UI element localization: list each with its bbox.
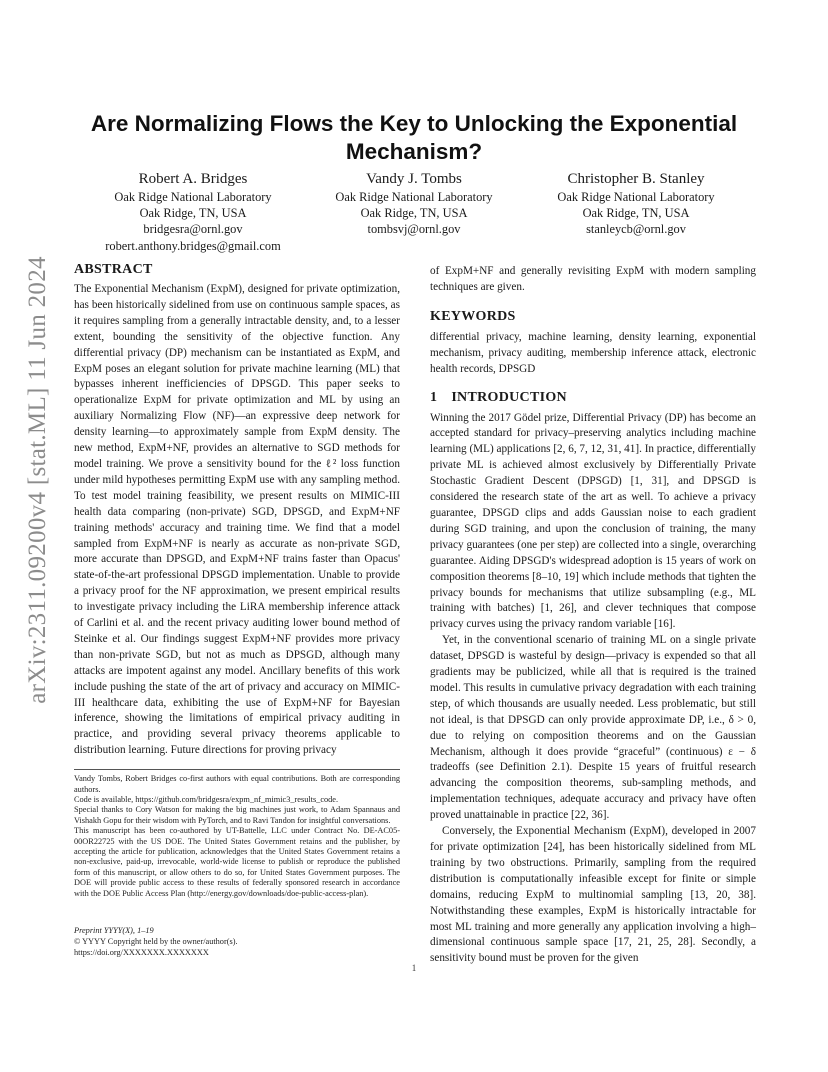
preprint-info — [74, 926, 400, 958]
author-affiliation: Oak Ridge National Laboratory — [335, 190, 493, 204]
section-title: INTRODUCTION — [451, 389, 567, 405]
right-column — [430, 264, 756, 967]
keywords-text: differential privacy, machine learning, density learning, exponential mechanism, privacy auditing, membership inference attack, electronic health records, DPSGD — [430, 330, 756, 375]
footnote: Special thanks to Cory Watson for making the big machines just work, to Adam Spannaus and Vishakh Gopu for their wisdom with PyTorch, and to Ravi Tandon for insightful conversations. — [74, 805, 400, 825]
author-location: Oak Ridge, TN, USA — [360, 206, 468, 221]
author-name: Christopher B. Stanley — [567, 171, 705, 187]
author-block — [298, 169, 530, 238]
intro-paragraph: Conversely, the Exponential Mechanism (ExpM), developed in 2007 for private optimization [24], has been historically sidelined from ML training by two obstructions. Primarily, sampling from the required distribution is computationally infeasible except for finite or simple domains, reducing ExpM to multinomial sampling [13, 20, 38]. Notwithstanding these examples, ExpM is historically intractable for most ML training and more generally any application involving a high–dimensional continuous sample space [17, 21, 25, 28]. Secondly, a sensitivity bound must be proven for the given — [430, 825, 756, 965]
footnote: Code is available, https://github.com/bridgesra/expm_nf_mimic3_results_code. — [74, 795, 339, 804]
footnote-divider — [74, 769, 400, 770]
intro-paragraph: Yet, in the conventional scenario of training ML on a single private dataset, DPSGD is wasteful by design—privacy is expended so that all gradients may be publicized, while all that is required is the trained model. This results in cumulative privacy degradation with each training step, of which thousands are usually needed. Less problematic, but still not ideal, is that DPSGD can only provide approximate DP, i.e., δ > 0, due to relying on composition theorems and on the Gaussian Mechanism, although it does provide “graceful” (continuous) ε − δ tradeoffs (see Definition 2.1). Despite 15 years of fruitful research advancing the composition theorems, sub-sampling methods, and implementation techniques, adequate accuracy and privacy have often proved unattainable in practice [22, 36]. — [430, 634, 756, 822]
section-number: 1 — [430, 389, 438, 405]
copyright-line: © YYYY Copyright held by the owner/author(s). — [74, 936, 238, 946]
doi-line: https://doi.org/XXXXXXX.XXXXXXX — [74, 947, 209, 957]
author-affiliation: Oak Ridge National Laboratory — [557, 190, 715, 204]
intro-paragraph: Winning the 2017 Gödel prize, Differential Privacy (DP) has become an accepted standard for privacy–preserving analytics including machine learning (ML) applications [2, 6, 7, 12, 31, 41]. In practice, differentially private ML is achieved almost exclusively by Differentially Private Stochastic Gradient Descent (DPSGD) [1, 31], and DPSGD is considered the research state of the art as well. To achieve a privacy guarantee, DPSGD clips and adds Gaussian noise to each gradient during SGD training, and upon the conclusion of training, the many privacy guarantees (one per step) are collected into a single, overarching guarantee. Aiding DPSGD's widespread adoption is 15 years of work on composition theorems [8–10, 19] which include methods that tighten the privacy bounds for mechanisms that utilize subsampling (e.g., ML training with batches) [1, 26], and clever techniques that compose privacy curves using the privacy random variable [16]. — [430, 411, 756, 631]
abstract-text: The Exponential Mechanism (ExpM), designed for private optimization, has been historically sidelined from use on continuous sample spaces, as it requires sampling from a generally intractable density, and, to a lesser extent, bounding the sensitivity of the objective function. Any differential privacy (DP) mechanism can be instantiated as ExpM, and ExpM poses an elegant solution for private machine learning (ML) that bypasses inherent inefficiencies of DPSGD. This paper seeks to operationalize ExpM for private optimization and ML by using an auxiliary Normalizing Flow (NF)—an expressive deep network for density learning—to approximately sample from ExpM density. The new method, ExpM+NF, provides an alternative to SGD methods for model training. We prove a sensitivity bound for the ℓ² loss function under mild hypotheses permitting ExpM use with any sampling method. To test model training feasibility, we present results on MIMIC-III health data comparing (non-private) SGD, DPSGD, and ExpM+NF training methods' accuracy and training time. We find that a model sampled from ExpM+NF is nearly as accurate as non-private SGD, more accurate than DPSGD, and ExpM+NF trains faster than Opacus' state-of-the-art professional DPSGD implementation. Unable to provide a privacy proof for the NF approximation, we present empirical results to investigate privacy including the LiRA membership inference attack of Carlini et al. and the recent privacy auditing lower bound method of Steinke et al. Our findings suggest ExpM+NF provides more privacy than non-private SGD, but not as much as DPSGD, although many attacks are impotent against any model. Ancillary benefits of this work include pushing the state of the art of privacy and accuracy on MIMIC-III healthcare data, exhibiting the use of ExpM+NF for Bayesian inference, showing the limitations of empirical privacy auditing in practice, and providing several privacy theorems applicable to distribution learning. Future directions for proving privacy — [74, 283, 400, 757]
author-email: bridgesra@ornl.gov — [143, 222, 243, 237]
footnote: Vandy Tombs, Robert Bridges co-first authors with equal contributions. Both are corresponding authors. — [74, 774, 400, 794]
introduction-heading — [430, 390, 756, 406]
author-location: Oak Ridge, TN, USA — [139, 206, 247, 221]
abstract-continuation: of ExpM+NF and generally revisiting ExpM with modern sampling techniques are given. — [430, 265, 756, 293]
author-email-secondary: robert.anthony.bridges@gmail.com — [105, 238, 281, 253]
page-number: 1 — [411, 963, 417, 973]
author-affiliation: Oak Ridge National Laboratory — [114, 190, 272, 204]
left-column — [74, 262, 400, 899]
author-location: Oak Ridge, TN, USA — [582, 206, 690, 221]
author-block — [77, 169, 309, 254]
author-name: Vandy J. Tombs — [366, 171, 462, 187]
author-email: stanleycb@ornl.gov — [586, 222, 686, 237]
author-name: Robert A. Bridges — [138, 171, 248, 187]
abstract-heading: ABSTRACT — [74, 262, 153, 277]
paper-title: Are Normalizing Flows the Key to Unlocking the Exponential Mechanism? — [90, 111, 738, 164]
footnote: This manuscript has been co-authored by UT-Battelle, LLC under Contract No. DE-AC05-00OR22725 with the US DOE. The United States Government retains and the publisher, by accepting the article for publication, acknowledges that the United States Government retains a non-exclusive, paid-up, irrevocable, world-wide license to publish or reproduce the published form of this manuscript, or allow others to do so, for United States Government purposes. The DOE will provide public access to these results of federally sponsored research in accordance with the DOE Public Access Plan (http://energy.gov/downloads/doe-public-access-plan). — [74, 826, 400, 898]
keywords-heading: KEYWORDS — [430, 308, 516, 324]
author-block — [520, 169, 752, 238]
arxiv-identifier: arXiv:2311.09200v4 [stat.ML] 11 Jun 2024 — [24, 256, 51, 704]
preprint-line: Preprint YYYY(X), 1–19 — [74, 926, 154, 935]
author-email: tombsvj@ornl.gov — [367, 222, 461, 237]
